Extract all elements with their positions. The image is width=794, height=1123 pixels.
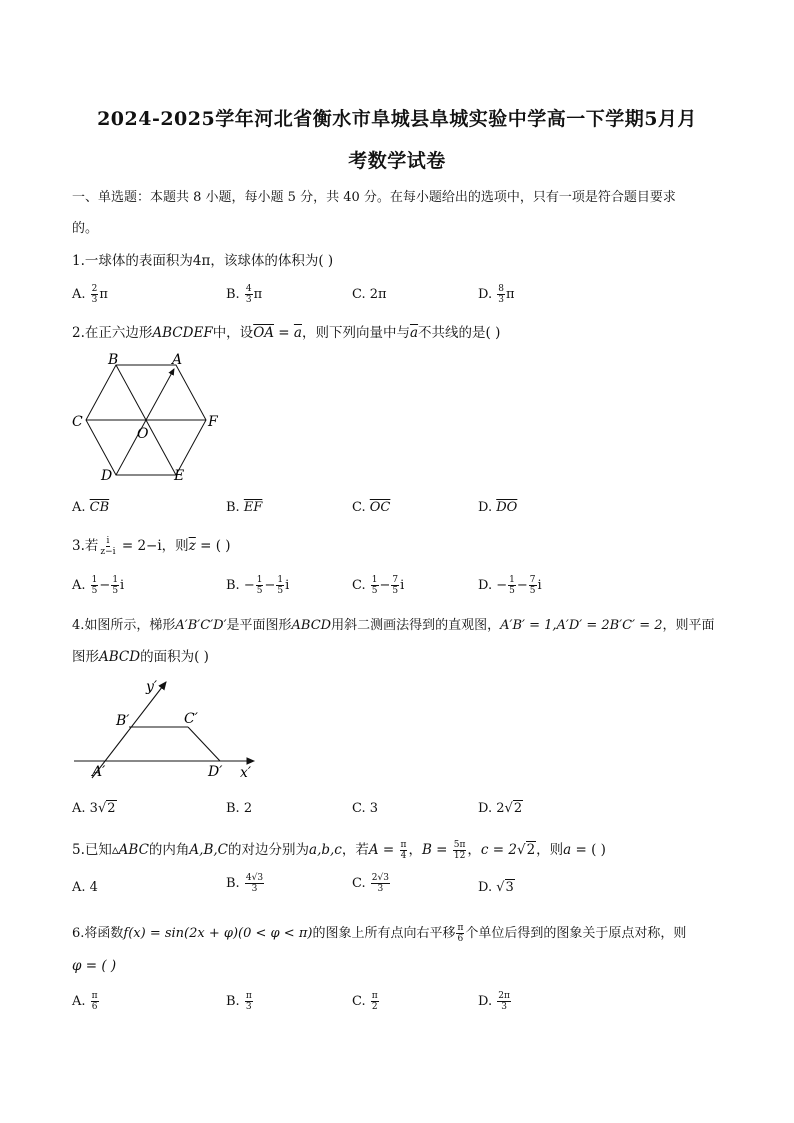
question-6-stem-line1: 6.将函数f(x) = sin(2x + φ)(0 < φ < π)的图象上所有点向右平移 $\frac{\pi}{6}$ 个单位后得到的图象关于原点对称，则 [72,923,687,944]
q2-option-d[interactable]: D. $\overline{DO}$ [478,500,518,515]
q3-option-d[interactable]: D. − $\frac{1}{5}$ − $\frac{7}{5}$ i [478,575,542,596]
hex-label-o: O [137,426,149,442]
q4-option-d[interactable]: D. 2√2 [478,801,523,816]
question-4-stem-line2: 图形ABCD的面积为( ) [72,649,209,665]
q2-option-b[interactable]: B. $\overline{EF}$ [226,500,263,515]
q1-option-b[interactable]: B. $\frac{4}{3}$ π [226,284,263,305]
exam-title-line1: 2024-2025学年河北省衡水市阜城县阜城实验中学高一下学期5月月 [97,108,697,130]
axis-label-x: x′ [240,765,252,781]
trap-label-c: C′ [184,711,198,727]
q4-option-a[interactable]: A. 3√2 [72,801,116,816]
section-heading: 一、单选题：本题共 8 小题，每小题 5 分，共 40 分。在每小题给出的选项中，只有一项是符合题目要求 [72,190,676,205]
hex-label-e: E [174,468,185,484]
hex-label-b: B [108,352,119,368]
hex-label-d: D [101,468,113,484]
section-heading-cont: 的。 [72,221,99,236]
q5-option-a[interactable]: A. 4 [72,880,98,895]
hex-label-c: C [72,414,83,430]
question-3-stem: 3.若 $\frac{i}{z-i}$ = 2−i，则$\overline{z}$ = ( ) [72,536,231,557]
q1-option-d[interactable]: D. $\frac{8}{3}$ π [478,284,515,305]
question-1-stem: 1.一球体的表面积为4π，该球体的体积为( ) [72,253,334,269]
question-2-stem: 2.在正六边形ABCDEF中，设$\overline{OA} = \overline{a}$，则下列向量中与$\overline{a}$不共线的是( ) [72,325,501,341]
q6-option-a[interactable]: A. $\frac{\pi}{6}$ [72,991,98,1012]
axis-label-y: y′ [146,679,158,695]
vector-oa [146,369,174,420]
question-4-stem-line1: 4.如图所示，梯形A′B′C′D′是平面图形ABCD用斜二测画法得到的直观图，A′B′ = 1,A′D′ = 2B′C′ = 2，则平面 [72,618,715,633]
q5-option-d[interactable]: D. √3 [478,880,514,895]
hexagon-figure [66,350,226,486]
trap-label-a: A′ [92,764,106,780]
q3-option-a[interactable]: A. $\frac{1}{5}$ − $\frac{1}{5}$ i [72,575,125,596]
segment-cd [188,727,220,761]
trap-label-b: B′ [116,713,130,729]
q2-option-a[interactable]: A. $\overline{CB}$ [72,500,110,515]
question-6-stem-line2: φ = ( ) [72,958,117,974]
q6-option-b[interactable]: B. $\frac{\pi}{3}$ [226,991,252,1012]
q1-option-c[interactable]: C. 2π [352,287,387,302]
q3-option-c[interactable]: C. $\frac{1}{5}$ − $\frac{7}{5}$ i [352,575,405,596]
hex-label-a: A [172,352,183,368]
question-5-stem: 5.已知▵ABC的内角A,B,C的对边分别为a,b,c，若A = $\frac{\pi}{4}$ ，B = $\frac{5\pi}{12}$ ，c = 2√2，则a = ( ) [72,840,606,861]
q4-option-b[interactable]: B. 2 [226,801,253,816]
q5-option-c[interactable]: C. $\frac{2√3}{3}$ [352,873,389,894]
exam-title-line2: 考数学试卷 [348,150,446,172]
q1-option-a[interactable]: A. $\frac{2}{3}$ π [72,284,108,305]
q3-option-b[interactable]: B. − $\frac{1}{5}$ − $\frac{1}{5}$ i [226,575,290,596]
trap-label-d: D′ [208,764,223,780]
q6-option-c[interactable]: C. $\frac{\pi}{2}$ [352,991,378,1012]
hex-label-f: F [208,414,218,430]
oblique-trapezoid-figure [68,672,268,784]
q2-option-c[interactable]: C. $\overline{OC}$ [352,500,391,515]
q4-option-c[interactable]: C. 3 [352,801,379,816]
q6-option-d[interactable]: D. $\frac{2\pi}{3}$ [478,991,510,1012]
q5-option-b[interactable]: B. $\frac{4√3}{3}$ [226,873,264,894]
